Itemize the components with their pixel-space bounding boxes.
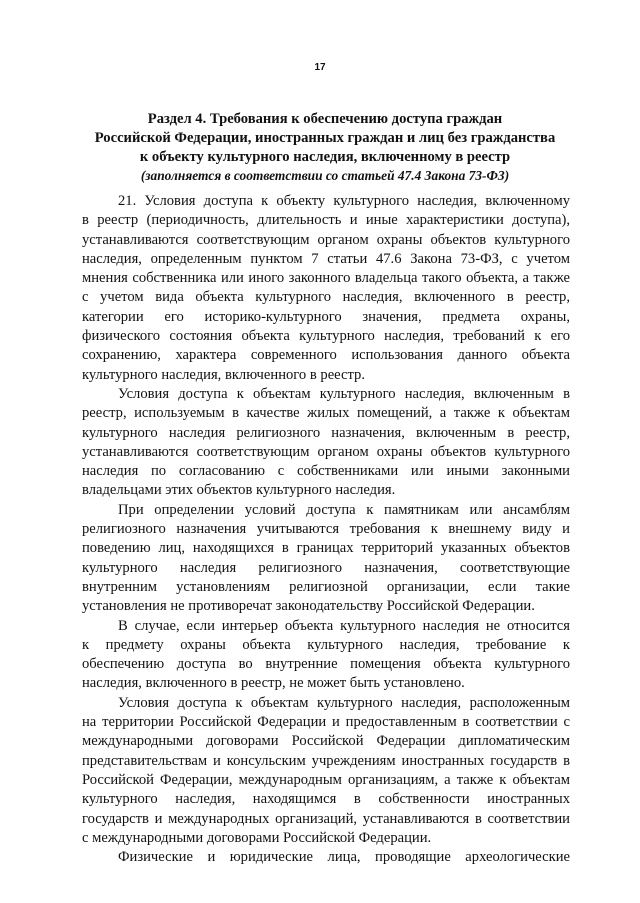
paragraph-line: государств и международных организаций, устанавливаются в соответствии: [82, 810, 570, 827]
body-text: [82, 192, 570, 867]
paragraph-line: в реестр (периодичность, длительность и иные характеристики доступа),: [82, 212, 570, 229]
paragraph-line: Российской Федерации, международным организациям, а также к объектам: [82, 771, 570, 788]
paragraph-line: Физические и юридические лица, проводящие археологические: [118, 849, 570, 866]
paragraph-line: устанавливаются соответствующим органом охраны объектов культурного: [82, 443, 570, 460]
paragraph-line: сохранению, характера современного использования данного объекта: [82, 347, 570, 364]
paragraph-line: наследия, включенного в реестр, не может быть установлено.: [82, 675, 465, 692]
paragraph-line: категории его историко-культурного значения, предмета охраны,: [82, 308, 570, 325]
paragraph: [82, 694, 570, 848]
paragraph-line: представительствам и консульским учреждениям иностранных государств в: [82, 752, 570, 769]
paragraph-line: поведению лиц, находящихся в границах территорий указанных объектов: [82, 540, 570, 557]
paragraph-line: Условия доступа к объектам культурного наследия, расположенным: [118, 694, 570, 711]
paragraph-line: реестр, используемым в качестве жилых помещений, а также к объектам: [82, 405, 570, 422]
heading-line: Раздел 4. Требования к обеспечению доступа граждан: [147, 111, 503, 127]
heading-line: Российской Федерации, иностранных граждан и лиц без гражданства: [94, 130, 556, 146]
paragraph-line: к предмету охраны объекта культурного наследия, требование к: [82, 636, 570, 653]
paragraph-line: культурного наследия религиозного назначения, включенным в реестр,: [82, 424, 570, 441]
paragraph-line: культурного наследия религиозного назначения, соответствующие: [82, 559, 570, 576]
paragraph-line: с международными договорами Российской Федерации.: [82, 829, 432, 846]
paragraph-line: владельцами этих объектов культурного наследия.: [82, 482, 396, 499]
paragraph-line: религиозного назначения учитываются требования к внешнему виду и: [82, 521, 570, 538]
paragraph-line: наследия по согласованию с собственниками или иными законными: [82, 463, 570, 480]
paragraph-line: обеспечению доступа во внутренние помещения объекта культурного: [82, 656, 570, 673]
paragraph: [82, 385, 570, 501]
paragraph-line: с учетом вида объекта культурного наследия, включенного в реестр,: [82, 289, 570, 306]
paragraph-line: на территории Российской Федерации и предоставленным в соответствии с: [82, 714, 570, 731]
paragraph: [82, 501, 570, 617]
paragraph: [82, 617, 570, 694]
paragraph-line: Условия доступа к объектам культурного наследия, включенным в: [118, 385, 570, 402]
paragraph-line: мнения собственника или иного законного владельца такого объекта, а также: [82, 270, 570, 287]
paragraph-line: международными договорами Российской Федерации дипломатическим: [82, 733, 570, 750]
paragraph-line: При определении условий доступа к памятникам или ансамблям: [118, 501, 570, 518]
heading-subtitle: (заполняется в соответствии со статьей 47.4 Закона 73-ФЗ): [140, 168, 510, 183]
paragraph-line: В случае, если интерьер объекта культурного наследия не относится: [118, 617, 570, 634]
paragraph: [82, 848, 570, 867]
paragraph-line: физического состояния объекта культурного наследия, требований к его: [82, 328, 570, 345]
paragraph: [82, 192, 570, 385]
paragraph-line: культурного наследия, включенного в реестр.: [82, 366, 365, 383]
section-heading: [80, 110, 570, 185]
paragraph-line: устанавливаются соответствующим органом охраны объектов культурного: [82, 231, 570, 248]
paragraph-line: культурного наследия, находящимся в собственности иностранных: [82, 791, 570, 808]
paragraph-line: наследия, определенным пунктом 7 статьи 47.6 Закона 73-ФЗ, с учетом: [82, 250, 570, 267]
paragraph-line: внутренним установлениям религиозной организации, если такие: [82, 578, 570, 595]
paragraph-line: 21. Условия доступа к объекту культурного наследия, включенному: [118, 193, 570, 209]
page-number: 17: [314, 62, 326, 73]
heading-line: к объекту культурного наследия, включенному в реестр: [139, 149, 511, 165]
paragraph-line: установления не противоречат законодательству Российской Федерации.: [82, 598, 535, 615]
